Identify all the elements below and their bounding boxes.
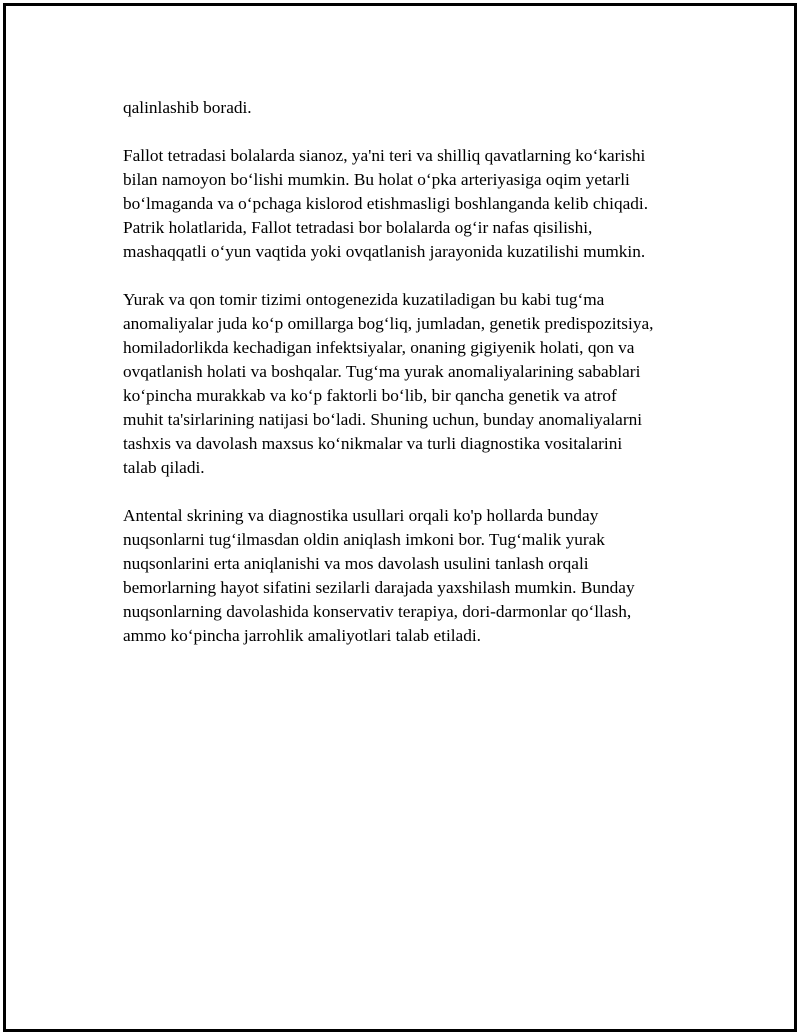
text-line: nuqsonlarini erta aniqlanishi va mos davolash usulini tanlash orqali	[123, 554, 589, 573]
text-line: nuqsonlarni tug‘ilmasdan oldin aniqlash imkoni bor. Tug‘malik yurak	[123, 530, 605, 549]
text-line: Antental skrining va diagnostika usullari orqali ko'p hollarda bunday	[123, 506, 599, 525]
text-line: talab qiladi.	[123, 458, 205, 477]
text-line: ammo ko‘pincha jarrohlik amaliyotlari talab etiladi.	[123, 626, 481, 645]
page-body	[123, 96, 703, 672]
text-line: ovqatlanish holati va boshqalar. Tug‘ma yurak anomaliyalarining sabablari	[123, 362, 641, 381]
text-line: muhit ta'sirlarining natijasi bo‘ladi. Shuning uchun, bunday anomaliyalarni	[123, 410, 643, 429]
paragraph-2	[123, 144, 703, 264]
paragraph-3	[123, 288, 703, 480]
text-line: bemorlarning hayot sifatini sezilarli darajada yaxshilash mumkin. Bunday	[123, 578, 635, 597]
text-line: Yurak va qon tomir tizimi ontogenezida kuzatiladigan bu kabi tug‘ma	[123, 290, 605, 309]
text-line: bilan namoyon bo‘lishi mumkin. Bu holat o‘pka arteriyasiga oqim yetarli	[123, 170, 630, 189]
text-line: tashxis va davolash maxsus ko‘nikmalar va turli diagnostika vositalarini	[123, 434, 623, 453]
paragraph-4	[123, 504, 703, 648]
text-line: nuqsonlarning davolashida konservativ terapiya, dori-darmonlar qo‘llash,	[123, 602, 632, 621]
text-line: anomaliyalar juda ko‘p omillarga bog‘liq, jumladan, genetik predispozitsiya,	[123, 314, 654, 333]
text-line: qalinlashib boradi.	[123, 98, 252, 117]
text-line: Patrik holatlarida, Fallot tetradasi bor bolalarda og‘ir nafas qisilishi,	[123, 218, 593, 237]
text-line: ko‘pincha murakkab va ko‘p faktorli bo‘lib, bir qancha genetik va atrof	[123, 386, 617, 405]
text-line: homiladorlikda kechadigan infektsiyalar, onaning gigiyenik holati, qon va	[123, 338, 635, 357]
text-line: Fallot tetradasi bolalarda sianoz, ya'ni teri va shilliq qavatlarning ko‘karishi	[123, 146, 646, 165]
text-line: mashaqqatli o‘yun vaqtida yoki ovqatlanish jarayonida kuzatilishi mumkin.	[123, 242, 646, 261]
text-line: bo‘lmaganda va o‘pchaga kislorod etishmasligi boshlanganda kelib chiqadi.	[123, 194, 649, 213]
page-border	[3, 3, 797, 1032]
paragraph-1	[123, 96, 703, 120]
